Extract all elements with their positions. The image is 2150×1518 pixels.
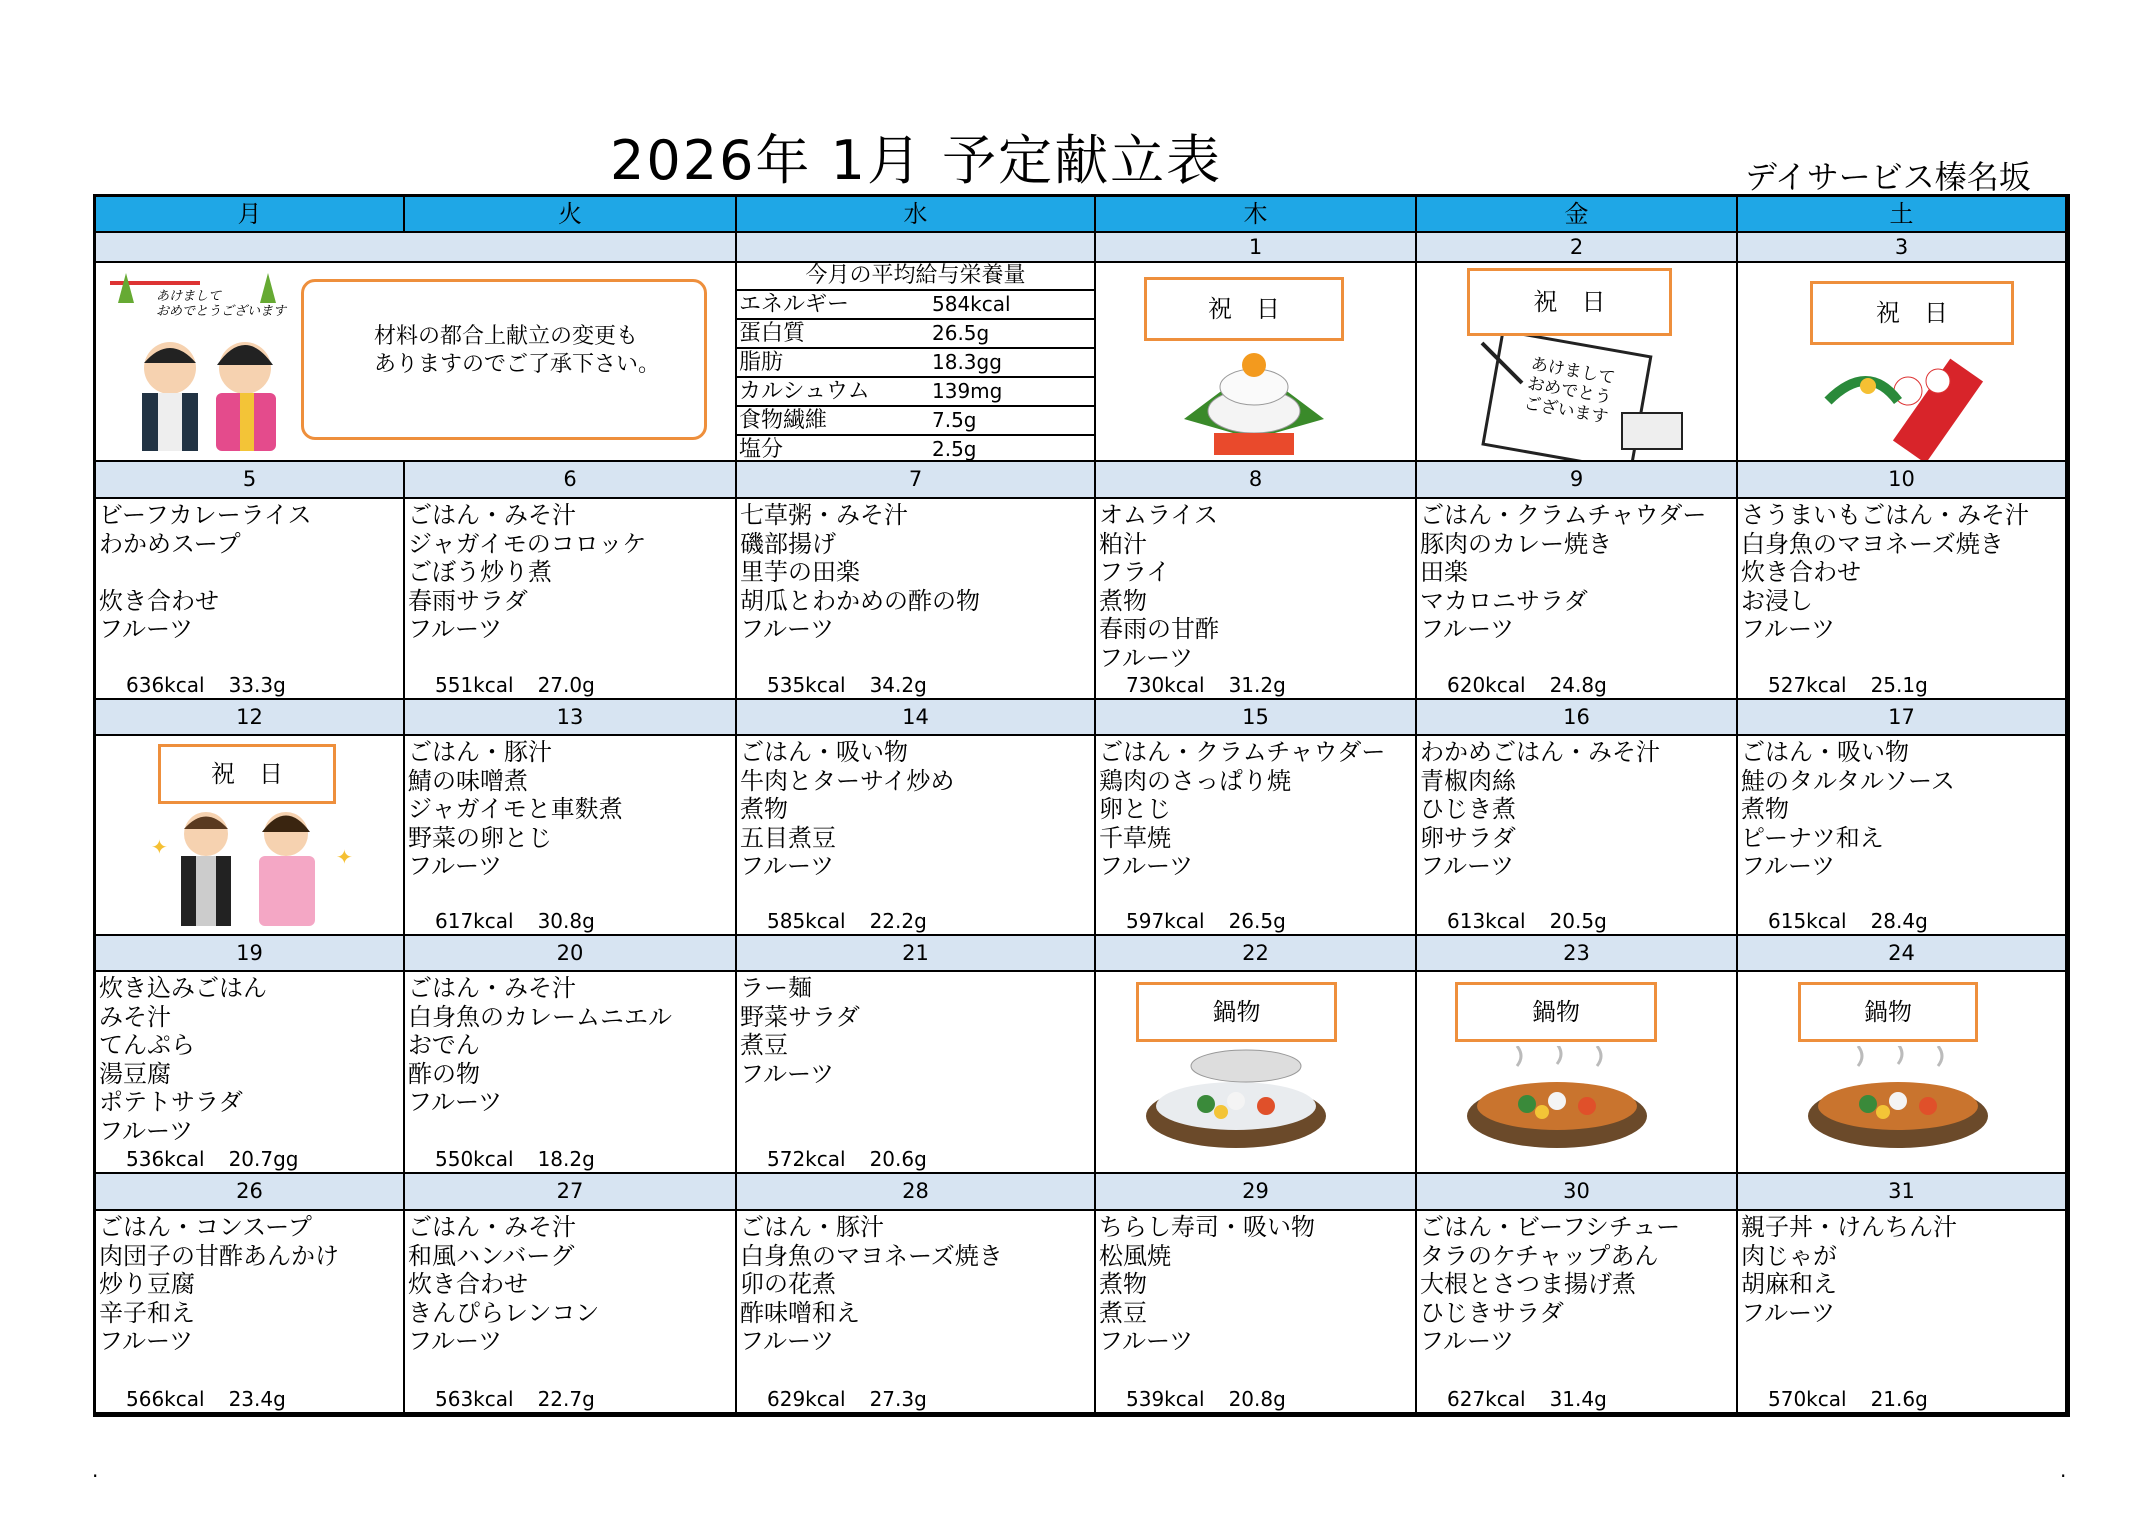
holiday-label: 祝 日 (1144, 277, 1344, 341)
menu-items: 親子丼・けんちん汁 肉じゃが 胡麻和え フルーツ (1741, 1213, 1957, 1327)
nutrition-summary (435, 673, 595, 697)
protein-value: 31.2g (1228, 673, 1286, 697)
calories-value: 597kcal (1126, 909, 1205, 933)
day-cell (1096, 736, 1417, 936)
day-cell (1096, 1211, 1417, 1414)
protein-value: 20.5g (1549, 909, 1607, 933)
calories-value: 539kcal (1126, 1387, 1205, 1411)
date-number: 9 (1417, 462, 1738, 499)
date-number: 30 (1417, 1174, 1738, 1211)
nutrition-cell (737, 263, 1096, 462)
date-number: 20 (405, 936, 737, 972)
nutrition-summary (1447, 1387, 1607, 1411)
hot-pot-icon (1798, 1046, 1998, 1166)
calories-value: 551kcal (435, 673, 514, 697)
svg-text:✦: ✦ (151, 835, 168, 859)
nutrient-name: 食物繊維 (739, 408, 828, 433)
day-cell (1096, 499, 1417, 700)
nutrient-value: 7.5g (932, 408, 977, 432)
date-number: 22 (1096, 936, 1417, 972)
protein-value: 28.4g (1870, 909, 1928, 933)
greeting-banner: あけまして おめでとうございます (156, 289, 287, 319)
menu-items: わかめごはん・みそ汁 青椒肉絲 ひじき煮 卵サラダ フルーツ (1420, 738, 1660, 880)
menu-items: ごはん・みそ汁 ジャガイモのコロッケ ごぼう炒り煮 春雨サラダ フルーツ (408, 501, 647, 643)
hot-pot-label: 鍋物 (1455, 982, 1657, 1042)
nutrient-value: 26.5g (932, 321, 990, 345)
day-cell (1738, 736, 2067, 936)
calories-value: 615kcal (1768, 909, 1847, 933)
nutrition-row (737, 378, 1094, 407)
protein-value: 22.7g (537, 1387, 595, 1411)
date-number: 31 (1738, 1174, 2067, 1211)
nutrient-value: 2.5g (932, 437, 977, 461)
date-number: 21 (737, 936, 1096, 972)
date-number: 3 (1738, 233, 2067, 263)
weekday-header: 火 (405, 197, 737, 233)
holiday-cell-2 (1417, 263, 1738, 462)
protein-value: 20.8g (1228, 1387, 1286, 1411)
weekday-header: 水 (737, 197, 1096, 233)
menu-items: 炊き込みごはん みそ汁 てんぷら 湯豆腐 ポテトサラダ フルーツ (99, 974, 267, 1145)
greeting-card-text: あけまして おめでとう ございます (1522, 354, 1617, 428)
weekday-header: 月 (96, 197, 405, 233)
day-cell (1417, 736, 1738, 936)
nutrition-summary (1447, 909, 1607, 933)
holiday-label: 祝 日 (1810, 281, 2014, 345)
nutrition-summary (767, 909, 927, 933)
nutrition-summary (1768, 909, 1928, 933)
date-number: 13 (405, 700, 737, 736)
calories-value: 730kcal (1126, 673, 1205, 697)
hot-pot-icon (1136, 1046, 1336, 1166)
nutrition-summary (126, 1147, 299, 1171)
protein-value: 22.2g (869, 909, 927, 933)
nutrition-row (737, 291, 1094, 320)
protein-value: 25.1g (1870, 673, 1928, 697)
weekday-header: 金 (1417, 197, 1738, 233)
footer-mark-right: . (2060, 1458, 2067, 1482)
date-number: 5 (96, 462, 405, 499)
calendar-grid (96, 197, 2067, 1414)
holiday-art-12 (96, 736, 405, 936)
date-number: 26 (96, 1174, 405, 1211)
calories-value: 566kcal (126, 1387, 205, 1411)
date-number: 19 (96, 936, 405, 972)
nutrition-summary (1447, 673, 1607, 697)
calories-value: 563kcal (435, 1387, 514, 1411)
day-cell (96, 972, 405, 1174)
menu-items: ごはん・コンスープ 肉団子の甘酢あんかけ 炒り豆腐 辛子和え フルーツ (99, 1213, 339, 1355)
protein-value: 33.3g (228, 673, 286, 697)
day-cell (405, 499, 737, 700)
date-number: 27 (405, 1174, 737, 1211)
date-number: 24 (1738, 936, 2067, 972)
nutrient-name: 脂肪 (739, 350, 784, 375)
calories-value: 629kcal (767, 1387, 846, 1411)
day-cell (737, 972, 1096, 1174)
nutrition-title: 今月の平均給与栄養量 (737, 263, 1094, 291)
nutrition-summary (1126, 1387, 1286, 1411)
protein-value: 21.6g (1870, 1387, 1928, 1411)
menu-items: ごはん・ビーフシチュー タラのケチャップあん 大根とさつま揚げ煮 ひじきサラダ フルーツ (1420, 1213, 1681, 1355)
nutrient-value: 139mg (932, 379, 1003, 403)
day-cell (1417, 1211, 1738, 1414)
menu-items: ごはん・クラムチャウダー 豚肉のカレー焼き 田楽 マカロニサラダ フルーツ (1420, 501, 1707, 643)
average-nutrition-table (737, 263, 1094, 462)
nutrient-name: カルシュウム (739, 379, 870, 404)
day-cell (405, 972, 737, 1174)
date-number (737, 233, 1096, 263)
calories-value: 613kcal (1447, 909, 1526, 933)
nutrition-summary (126, 673, 286, 697)
date-number: 16 (1417, 700, 1738, 736)
menu-items: ごはん・豚汁 鯖の味噌煮 ジャガイモと車麩煮 野菜の卵とじ フルーツ (408, 738, 623, 880)
hot-pot-icon (1457, 1046, 1657, 1166)
calories-value: 636kcal (126, 673, 205, 697)
date-number: 7 (737, 462, 1096, 499)
day-cell (405, 1211, 737, 1414)
kagami-mochi-icon (1174, 349, 1334, 459)
nutrition-summary (767, 673, 927, 697)
date-number: 17 (1738, 700, 2067, 736)
page-title: 2026年 1月 予定献立表 (610, 129, 1223, 192)
nutrition-row (737, 349, 1094, 378)
nutrient-name: 蛋白質 (739, 321, 806, 346)
menu-items: ごはん・みそ汁 白身魚のカレームニエル おでん 酢の物 フルーツ (408, 974, 672, 1116)
protein-value: 18.2g (537, 1147, 595, 1171)
hot-pot-label: 鍋物 (1136, 982, 1337, 1042)
nutrition-summary (1126, 673, 1286, 697)
date-number: 29 (1096, 1174, 1417, 1211)
nutrition-summary (1768, 673, 1928, 697)
holiday-cell-3 (1738, 263, 2067, 462)
menu-items: ちらし寿司・吸い物 松風焼 煮物 煮豆 フルーツ (1099, 1213, 1315, 1355)
date-number: 1 (1096, 233, 1417, 263)
calories-value: 535kcal (767, 673, 846, 697)
nutrition-row (737, 407, 1094, 436)
day-cell (737, 1211, 1096, 1414)
calories-value: 627kcal (1447, 1387, 1526, 1411)
coming-of-age-couple-illustration (141, 804, 361, 934)
date-number: 12 (96, 700, 405, 736)
protein-value: 31.4g (1549, 1387, 1607, 1411)
menu-items: ごはん・吸い物 牛肉とターサイ炒め 煮物 五目煮豆 フルーツ (740, 738, 955, 880)
menu-items: ごはん・吸い物 鮭のタルタルソース 煮物 ピーナツ和え フルーツ (1741, 738, 1955, 880)
calories-value: 617kcal (435, 909, 514, 933)
protein-value: 24.8g (1549, 673, 1607, 697)
date-number (96, 233, 405, 263)
day-cell (737, 736, 1096, 936)
hagoita-icon (1808, 341, 2008, 461)
menu-items: ビーフカレーライス わかめスープ 炊き合わせ フルーツ (99, 501, 312, 643)
day-cell (737, 499, 1096, 700)
menu-items: ラー麺 野菜サラダ 煮豆 フルーツ (740, 974, 860, 1088)
hot-pot-art (1096, 972, 1417, 1174)
svg-text:✦: ✦ (336, 845, 353, 869)
nutrition-summary (1126, 909, 1286, 933)
protein-value: 27.3g (869, 1387, 927, 1411)
nutrient-value: 18.3gg (932, 350, 1002, 374)
day-cell (96, 1211, 405, 1414)
calories-value: 527kcal (1768, 673, 1847, 697)
day-cell (1417, 499, 1738, 700)
facility-name: デイサービス榛名坂 (1745, 158, 2031, 196)
protein-value: 26.5g (1228, 909, 1286, 933)
day-cell (1738, 499, 2067, 700)
date-number: 8 (1096, 462, 1417, 499)
holiday-cell-1 (1096, 263, 1417, 462)
calories-value: 585kcal (767, 909, 846, 933)
hot-pot-art (1417, 972, 1738, 1174)
calories-value: 572kcal (767, 1147, 846, 1171)
nutrition-summary (435, 909, 595, 933)
holiday-label: 祝 日 (158, 744, 336, 804)
day-cell (1738, 1211, 2067, 1414)
calories-value: 536kcal (126, 1147, 205, 1171)
protein-value: 20.6g (869, 1147, 927, 1171)
date-number: 23 (1417, 936, 1738, 972)
notice-cell (96, 263, 737, 462)
hot-pot-art (1738, 972, 2067, 1174)
calories-value: 550kcal (435, 1147, 514, 1171)
menu-items: ごはん・クラムチャウダー 鶏肉のさっぱり焼 卵とじ 千草焼 フルーツ (1099, 738, 1386, 880)
nutrition-summary (767, 1387, 927, 1411)
menu-items: さうまいもごはん・みそ汁 白身魚のマヨネーズ焼き 炊き合わせ お浸し フルーツ (1741, 501, 2029, 643)
footer-mark-left: . (92, 1458, 99, 1482)
protein-value: 34.2g (869, 673, 927, 697)
holiday-label: 祝 日 (1467, 268, 1672, 336)
nutrient-name: 塩分 (739, 437, 784, 462)
weekday-header: 木 (1096, 197, 1417, 233)
nutrient-name: エネルギー (739, 292, 850, 317)
nutrition-summary (435, 1147, 595, 1171)
menu-items: ごはん・豚汁 白身魚のマヨネーズ焼き 卯の花煮 酢味噌和え フルーツ (740, 1213, 1003, 1355)
date-number: 14 (737, 700, 1096, 736)
date-number: 6 (405, 462, 737, 499)
menu-calendar (93, 194, 2070, 1417)
day-cell (96, 499, 405, 700)
nutrition-row (737, 320, 1094, 349)
nutrition-summary (767, 1147, 927, 1171)
nutrition-summary (126, 1387, 286, 1411)
day-cell (405, 736, 737, 936)
menu-items: ごはん・みそ汁 和風ハンバーグ 炊き合わせ きんぴらレンコン フルーツ (408, 1213, 600, 1355)
protein-value: 30.8g (537, 909, 595, 933)
menu-items: オムライス 粕汁 フライ 煮物 春雨の甘酢 フルーツ (1099, 501, 1219, 672)
protein-value: 23.4g (228, 1387, 286, 1411)
nutrition-row (737, 436, 1094, 462)
date-number: 2 (1417, 233, 1738, 263)
date-number: 15 (1096, 700, 1417, 736)
calories-value: 570kcal (1768, 1387, 1847, 1411)
notice-text: 材料の都合上献立の変更も ありますのでご了承下さい。 (374, 324, 661, 377)
menu-items: 七草粥・みそ汁 磯部揚げ 里芋の田楽 胡瓜とわかめの酢の物 フルーツ (740, 501, 980, 643)
protein-value: 20.7gg (228, 1147, 299, 1171)
nutrition-summary (1768, 1387, 1928, 1411)
date-number: 10 (1738, 462, 2067, 499)
nutrient-value: 584kcal (932, 292, 1011, 316)
calories-value: 620kcal (1447, 673, 1526, 697)
nutrition-summary (435, 1387, 595, 1411)
protein-value: 27.0g (537, 673, 595, 697)
hot-pot-label: 鍋物 (1798, 982, 1978, 1042)
date-number: 28 (737, 1174, 1096, 1211)
weekday-header: 土 (1738, 197, 2067, 233)
date-number (405, 233, 737, 263)
